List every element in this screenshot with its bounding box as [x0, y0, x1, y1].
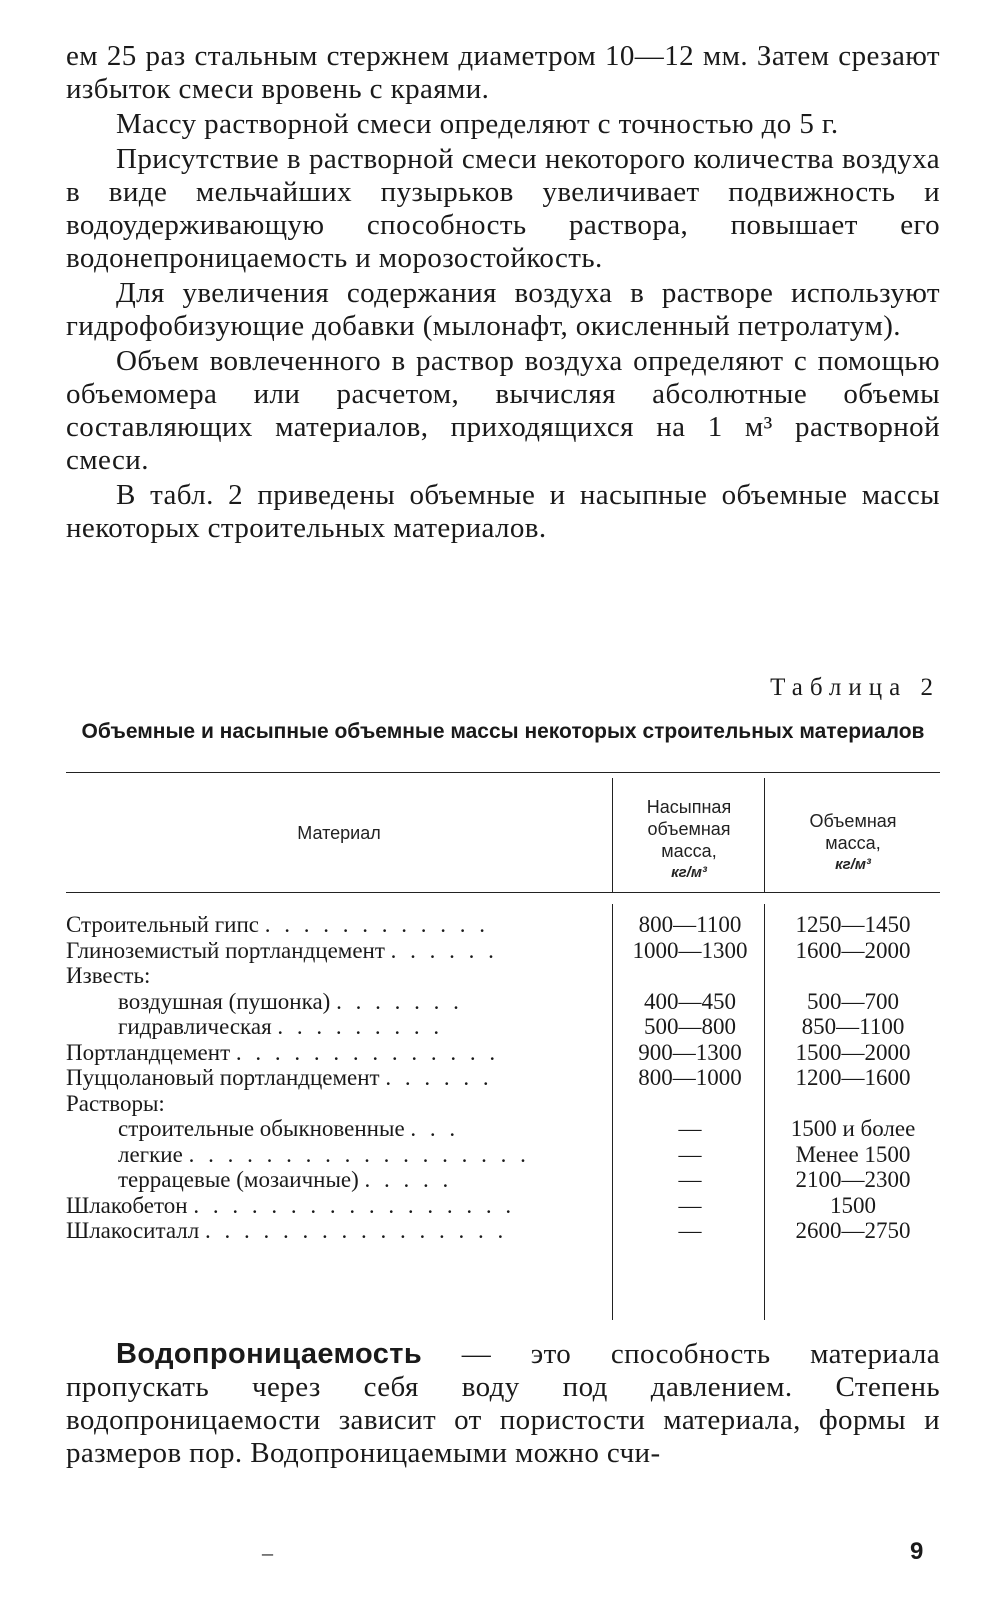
cell-bulk-mass: — — [678, 1218, 702, 1243]
paragraph-2-text: Массу растворной смеси определяют с точностью до 5 г. — [116, 108, 839, 140]
paragraph-3-text: Присутствие в растворной смеси некоторого количества воздуха в виде мельчайших пузырьков увеличивает подвижность и водоудерживающую способность раствора, повышает его водонепроницаемость и морозостойкость. — [66, 143, 940, 274]
material-name: Глиноземистый портландцемент — [66, 937, 385, 963]
paragraph-4-text: Для увеличения содержания воздуха в растворе используют гидрофобизующие добавки (мылонафт, окисленный петролатум). — [66, 277, 940, 342]
material-name: строительные обыкновенные — [118, 1116, 405, 1141]
closing-paragraph — [66, 1338, 940, 1472]
cell-bulk-mass: 500—800 — [644, 1014, 736, 1039]
header-volume-unit: кг/м³ — [835, 856, 871, 873]
cell-material — [118, 1167, 606, 1193]
cell-volume-mass: 1200—1600 — [795, 1065, 911, 1090]
header-bulk-line-1: Насыпная — [646, 797, 732, 817]
cell-volume-mass: 1500 и более — [790, 1116, 916, 1141]
table-row — [66, 1218, 940, 1244]
cell-material — [66, 938, 606, 964]
header-bulk-unit: кг/м³ — [671, 864, 707, 881]
table-row — [66, 938, 940, 964]
cell-volume-mass: 2100—2300 — [795, 1167, 911, 1192]
leader-dots: . . . . . . . . . . . . . . — [235, 1039, 500, 1065]
cell-material — [118, 1014, 606, 1040]
table-row — [66, 1065, 940, 1091]
material-name: террацевые (мозаичные) — [118, 1167, 359, 1192]
leader-dots: . . . . . . — [385, 1065, 493, 1090]
cell-volume-mass: 2600—2750 — [795, 1218, 911, 1243]
page — [66, 40, 940, 1565]
term-water-permeability: Водопроницаемость — [116, 1338, 423, 1370]
table-row — [66, 989, 940, 1015]
header-bulk-line-3: масса, — [661, 841, 717, 861]
paragraph-4 — [66, 277, 940, 343]
cell-material — [66, 1193, 606, 1219]
material-name: воздушная (пушонка) — [118, 988, 331, 1014]
cell-bulk-mass: — — [678, 1141, 702, 1167]
table-title: Объемные и насыпные объемные массы некоторых строительных материалов — [81, 720, 925, 743]
cell-material — [118, 1116, 606, 1142]
cell-material — [66, 1040, 606, 1066]
material-name: легкие — [118, 1141, 183, 1167]
paragraph-6-text: В табл. 2 приведены объемные и насыпные объемные массы некоторых строительных материалов. — [66, 479, 940, 544]
cell-volume-mass: Менее 1500 — [795, 1141, 911, 1167]
leader-dots: . . . . . . . . . . . . . . . . — [204, 1218, 508, 1243]
paragraph-5-text: Объем вовлеченного в раствор воздуха определяют с помощью объемомера или расчетом, вычисляя абсолютные объемы составляющих материалов, приходящихся на 1 м³ растворной смеси. — [66, 345, 940, 476]
closing-paragraph-text — [66, 1338, 940, 1470]
cell-material — [118, 989, 606, 1015]
cell-bulk-mass: 900—1300 — [638, 1039, 742, 1065]
cell-volume-mass: 500—700 — [807, 988, 899, 1014]
table-top-rule — [66, 772, 940, 773]
header-divider-1 — [612, 778, 613, 892]
table-header-rule — [66, 892, 940, 893]
paragraph-6 — [66, 479, 940, 545]
cell-bulk-mass: — — [678, 1116, 702, 1141]
leader-dots: . . . . . . . . . . . . — [264, 912, 489, 937]
cell-bulk-mass: — — [678, 1192, 702, 1218]
leader-dots: . . . . . . . . . — [277, 1014, 444, 1039]
table-row — [66, 1116, 940, 1142]
material-name: Известь: — [66, 963, 151, 988]
header-bulk — [614, 796, 764, 884]
table-row — [66, 1193, 940, 1219]
header-bulk-line-2: объемная — [647, 819, 731, 839]
leader-dots: . . . . . . . . . . . . . . . . . . — [188, 1141, 530, 1167]
cell-material — [66, 1065, 606, 1091]
table-row — [66, 1014, 940, 1040]
cell-bulk-mass: 400—450 — [644, 988, 736, 1014]
header-volume-line-1: Объемная — [809, 811, 897, 831]
table-row — [66, 1040, 940, 1066]
leader-dots: . . . . . . — [390, 937, 498, 963]
header-volume — [766, 810, 940, 876]
table-row — [66, 912, 940, 938]
leader-dots: . . . . . . . — [336, 988, 463, 1014]
closing-paragraph-body: — это способность материала пропускать через себя воду под давлением. Степень водопроницаемости зависит от пористости материала, формы и размеров пор. Водопроницаемыми можно счи- — [66, 1338, 940, 1469]
cell-volume-mass: 1500—2000 — [795, 1039, 911, 1065]
material-name: Шлакоситалл — [66, 1218, 200, 1243]
header-material: Материал — [297, 823, 381, 843]
material-name: Портландцемент — [66, 1039, 231, 1065]
cell-volume-mass: 850—1100 — [801, 1014, 905, 1039]
paragraph-2 — [66, 108, 940, 141]
cell-bulk-mass: 800—1000 — [638, 1065, 742, 1090]
material-name: Шлакобетон — [66, 1192, 188, 1218]
material-name: Строительный гипс — [66, 912, 259, 937]
cell-bulk-mass: — — [678, 1167, 702, 1192]
cell-material — [118, 1142, 606, 1168]
cell-material — [66, 912, 606, 938]
header-divider-2 — [764, 778, 765, 892]
cell-material — [66, 1218, 606, 1244]
leader-dots: . . . — [410, 1116, 460, 1141]
cell-bulk-mass: 800—1100 — [638, 912, 742, 937]
material-name: гидравлическая — [118, 1014, 272, 1039]
footer-dash: – — [262, 1540, 273, 1565]
cell-material — [66, 963, 606, 989]
paragraph-3 — [66, 143, 940, 275]
cell-volume-mass: 1600—2000 — [795, 937, 911, 963]
cell-bulk-mass: 1000—1300 — [632, 937, 748, 963]
paragraph-1-text: ем 25 раз стальным стержнем диаметром 10—12 мм. Затем срезают избыток смеси вровень с краями. — [66, 40, 940, 105]
header-volume-line-2: масса, — [825, 833, 881, 853]
table-row — [66, 963, 940, 989]
table-row — [66, 1167, 940, 1193]
material-name: Растворы: — [66, 1090, 165, 1116]
cell-volume-mass: 1250—1450 — [795, 912, 911, 937]
leader-dots: . . . . . . . . . . . . . . . . . — [193, 1192, 516, 1218]
page-number: 9 — [910, 1538, 924, 1565]
material-name: Пуццолановый портландцемент — [66, 1065, 380, 1090]
data-table — [66, 772, 940, 1320]
cell-material — [66, 1091, 606, 1117]
paragraph-1 — [66, 40, 940, 106]
table-row — [66, 1091, 940, 1117]
leader-dots: . . . . . — [364, 1167, 453, 1192]
table-row — [66, 1142, 940, 1168]
paragraph-5 — [66, 345, 940, 477]
table-label: Таблица 2 — [770, 674, 940, 701]
cell-volume-mass: 1500 — [830, 1192, 876, 1218]
